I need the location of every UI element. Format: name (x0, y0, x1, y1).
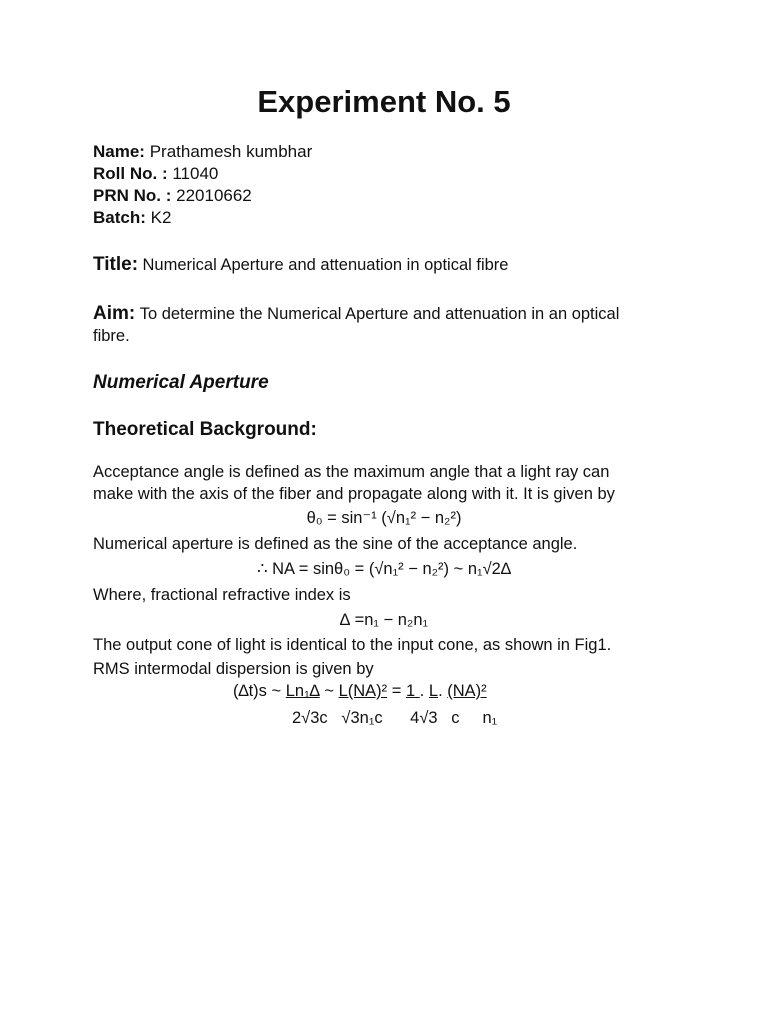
prn-value: 22010662 (176, 186, 252, 205)
eq-sep1: ~ (319, 682, 339, 700)
aim-label: Aim: (93, 303, 136, 324)
student-info (93, 141, 312, 229)
eq-prefix: (∆t)s ~ (233, 682, 286, 700)
name-label: Name: (93, 142, 145, 161)
equation-dispersion-top (233, 682, 487, 701)
prn-label: PRN No. : (93, 186, 172, 205)
aim-text-line1: To determine the Numerical Aperture and attenuation in an optical (139, 305, 620, 323)
batch-label: Batch: (93, 208, 146, 227)
title-section (93, 254, 508, 276)
eq-frac3: 1 (405, 682, 420, 700)
prn-row (93, 185, 312, 207)
eq-frac1: Ln₁∆ (285, 682, 320, 700)
acceptance-line2: make with the axis of the fiber and propagate along with it. It is given by (93, 485, 615, 503)
output-cone-text: The output cone of light is identical to the input cone, as shown in Fig1. (93, 636, 612, 654)
batch-row (93, 207, 312, 229)
roll-row (93, 163, 312, 185)
page-title: Experiment No. 5 (257, 84, 511, 119)
na-definition: Numerical aperture is defined as the sine of the acceptance angle. (93, 535, 578, 553)
acceptance-line1: Acceptance angle is defined as the maximum angle that a light ray can (93, 463, 610, 481)
title-text: Numerical Aperture and attenuation in optical fibre (142, 256, 509, 274)
equation-fractional-index: ∆ =n₁ − n₂n₁ (339, 611, 429, 629)
rms-text: RMS intermodal dispersion is given by (93, 660, 374, 678)
eq-dot1: . (419, 682, 429, 700)
eq-frac4: L (428, 682, 439, 700)
subheading: Theoretical Background: (93, 419, 317, 440)
section-heading: Numerical Aperture (93, 372, 269, 393)
aim-section (93, 303, 619, 346)
eq-equals: = (387, 682, 406, 700)
title-label: Title: (93, 254, 139, 275)
eq-frac2: L(NA)² (338, 682, 388, 700)
equation-dispersion-bottom: 2√3c √3n₁c 4√3 c n₁ (292, 709, 498, 727)
eq-dot2: . (438, 682, 448, 700)
roll-value: 11040 (172, 164, 219, 183)
name-row (93, 141, 312, 163)
equation-numerical-aperture: ∴ NA = sinθ₀ = (√n₁² − n₂²) ~ n₁√2∆ (257, 560, 511, 578)
where-text: Where, fractional refractive index is (93, 586, 351, 604)
roll-label: Roll No. : (93, 164, 168, 183)
batch-value: K2 (150, 208, 172, 227)
aim-text-line2: fibre. (93, 327, 130, 345)
name-value: Prathamesh kumbhar (149, 142, 313, 161)
equation-acceptance-angle: θ₀ = sin⁻¹ (√n₁² − n₂²) (306, 509, 462, 527)
acceptance-paragraph (93, 461, 615, 505)
eq-frac5: (NA)² (447, 682, 487, 700)
